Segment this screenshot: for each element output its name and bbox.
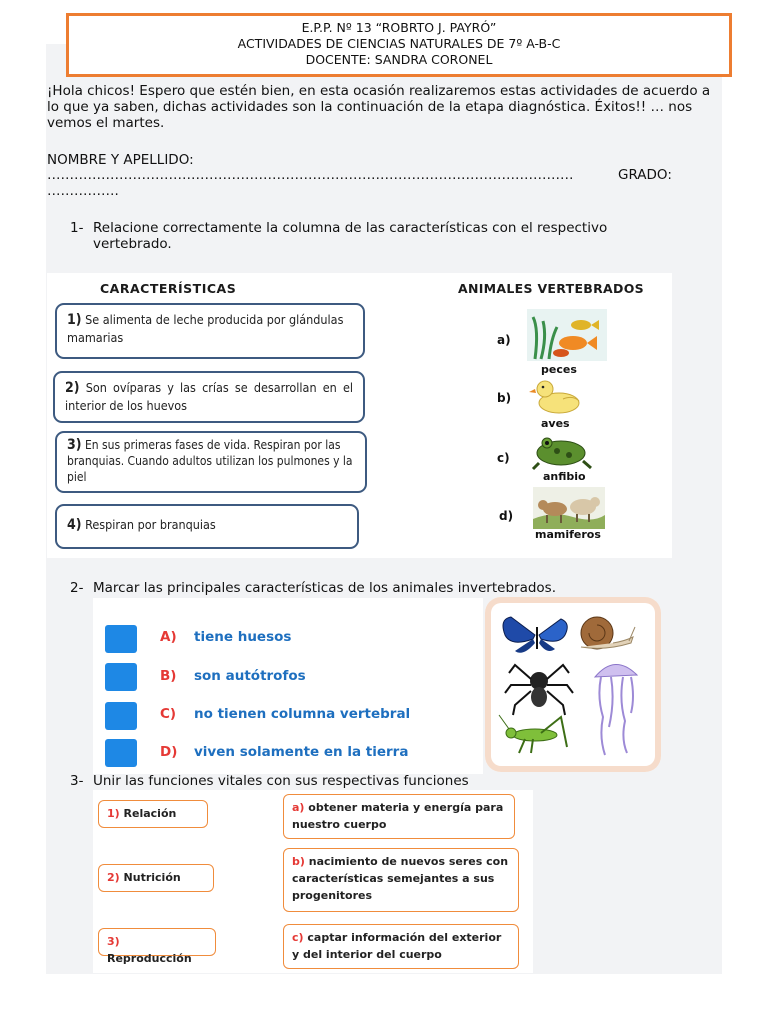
function-number: 2)	[107, 871, 120, 884]
function-text: Relación	[123, 807, 177, 820]
characteristic-box-4[interactable]	[55, 504, 359, 549]
animal-name: aves	[541, 417, 570, 430]
intro-text: ¡Hola chicos! Espero que estén bien, en esta ocasión realizaremos estas actividades de acuerdo a lo que ya saben, dichas actividades son la continuación de la etapa diagnóstica. Éxitos!! … nos vemos el martes.	[47, 83, 711, 131]
teacher-name: DOCENTE: SANDRA CORONEL	[305, 52, 493, 67]
option-text: tiene huesos	[194, 629, 292, 645]
description-letter: c)	[292, 931, 304, 944]
description-text: obtener materia y energía para nuestro cuerpo	[292, 801, 504, 831]
grasshopper-icon	[499, 715, 567, 753]
butterfly-icon	[503, 617, 567, 653]
question-number: 1-	[70, 220, 84, 236]
option-letter: C)	[160, 706, 177, 722]
characteristic-text: Se alimenta de leche producida por glándulas mamarias	[67, 312, 344, 345]
animals-heading: ANIMALES VERTEBRADOS	[458, 281, 644, 296]
animal-letter: a)	[497, 333, 511, 347]
spider-icon	[505, 665, 573, 715]
duck-icon	[529, 375, 589, 417]
option-letter: A)	[160, 629, 177, 645]
option-letter: B)	[160, 668, 177, 684]
grade-label: GRADO:	[618, 167, 672, 183]
snail-icon	[581, 617, 635, 649]
description-text: captar información del exterior y del interior del cuerpo	[292, 931, 502, 961]
function-box-2[interactable]	[98, 864, 214, 892]
function-text: Nutrición	[123, 871, 181, 884]
option-letter: D)	[160, 744, 178, 760]
option-text: no tienen columna vertebral	[194, 706, 411, 722]
frog-icon	[531, 433, 593, 471]
jellyfish-icon	[595, 664, 637, 755]
function-box-1[interactable]	[98, 800, 208, 828]
animal-letter: d)	[499, 509, 514, 523]
name-label: NOMBRE Y APELLIDO:	[47, 152, 194, 168]
name-dots: ………………………………………………………………………………………………………	[47, 167, 574, 183]
grade-field[interactable]	[47, 183, 119, 199]
animal-letter: b)	[497, 391, 512, 405]
characteristic-text: Son ovíparas y las crías se desarrollan en el interior de los huevos	[65, 380, 353, 413]
characteristic-box-3[interactable]	[55, 431, 367, 493]
animal-letter: c)	[497, 451, 510, 465]
description-text: nacimiento de nuevos seres con características semejantes a sus progenitores	[292, 855, 509, 902]
option-text: viven solamente en la tierra	[194, 744, 409, 760]
fish-icon	[527, 309, 607, 361]
animal-name: anfibio	[543, 470, 586, 483]
characteristic-text: Respiran por branquias	[85, 517, 216, 532]
vertebrates-panel	[47, 273, 672, 558]
activity-title: ACTIVIDADES DE CIENCIAS NATURALES DE 7º A-B-C	[237, 36, 561, 51]
function-number: 3)	[107, 935, 120, 948]
characteristics-heading: CARACTERÍSTICAS	[100, 281, 237, 296]
option-text: son autótrofos	[194, 668, 306, 684]
checkbox-c[interactable]	[105, 702, 137, 730]
header-box	[66, 13, 732, 77]
question-text: Unir las funciones vitales con sus respectivas funciones	[93, 773, 469, 789]
characteristic-number: 2)	[65, 380, 80, 396]
function-number: 1)	[107, 807, 120, 820]
characteristic-number: 1)	[67, 312, 82, 328]
school-name: E.P.P. Nº 13 “ROBRTO J. PAYRÓ”	[301, 20, 497, 35]
function-text: Reproducción	[107, 952, 192, 965]
description-box-b[interactable]	[283, 848, 519, 912]
characteristic-text: En sus primeras fases de vida. Respiran por las branquias. Cuando adultos utilizan los pulmones y la piel	[67, 438, 353, 484]
description-box-c[interactable]	[283, 924, 519, 969]
question-text: Marcar las principales características de los animales invertebrados.	[93, 580, 557, 596]
question-number: 3-	[70, 773, 84, 789]
question-number: 2-	[70, 580, 84, 596]
description-letter: a)	[292, 801, 305, 814]
checkbox-a[interactable]	[105, 625, 137, 653]
animal-name: mamiferos	[535, 528, 601, 541]
animal-name: peces	[541, 363, 577, 376]
vital-functions-panel	[93, 790, 533, 973]
characteristic-number: 3)	[67, 437, 82, 453]
invertebrates-image-frame	[485, 597, 661, 772]
mammals-icon	[533, 487, 605, 529]
characteristic-box-1[interactable]	[55, 303, 365, 359]
question-text: Relacione correctamente la columna de las características con el respectivo vertebrado.	[93, 220, 608, 252]
description-letter: b)	[292, 855, 305, 868]
function-box-3[interactable]	[98, 928, 216, 965]
characteristic-box-2[interactable]	[53, 371, 365, 423]
name-field[interactable]	[47, 167, 715, 183]
grade-dots: …………….	[47, 183, 119, 199]
invertebrates-illustration	[485, 597, 661, 772]
checkbox-b[interactable]	[105, 663, 137, 691]
characteristic-number: 4)	[67, 517, 82, 533]
description-box-a[interactable]	[283, 794, 515, 839]
checkbox-d[interactable]	[105, 739, 137, 767]
